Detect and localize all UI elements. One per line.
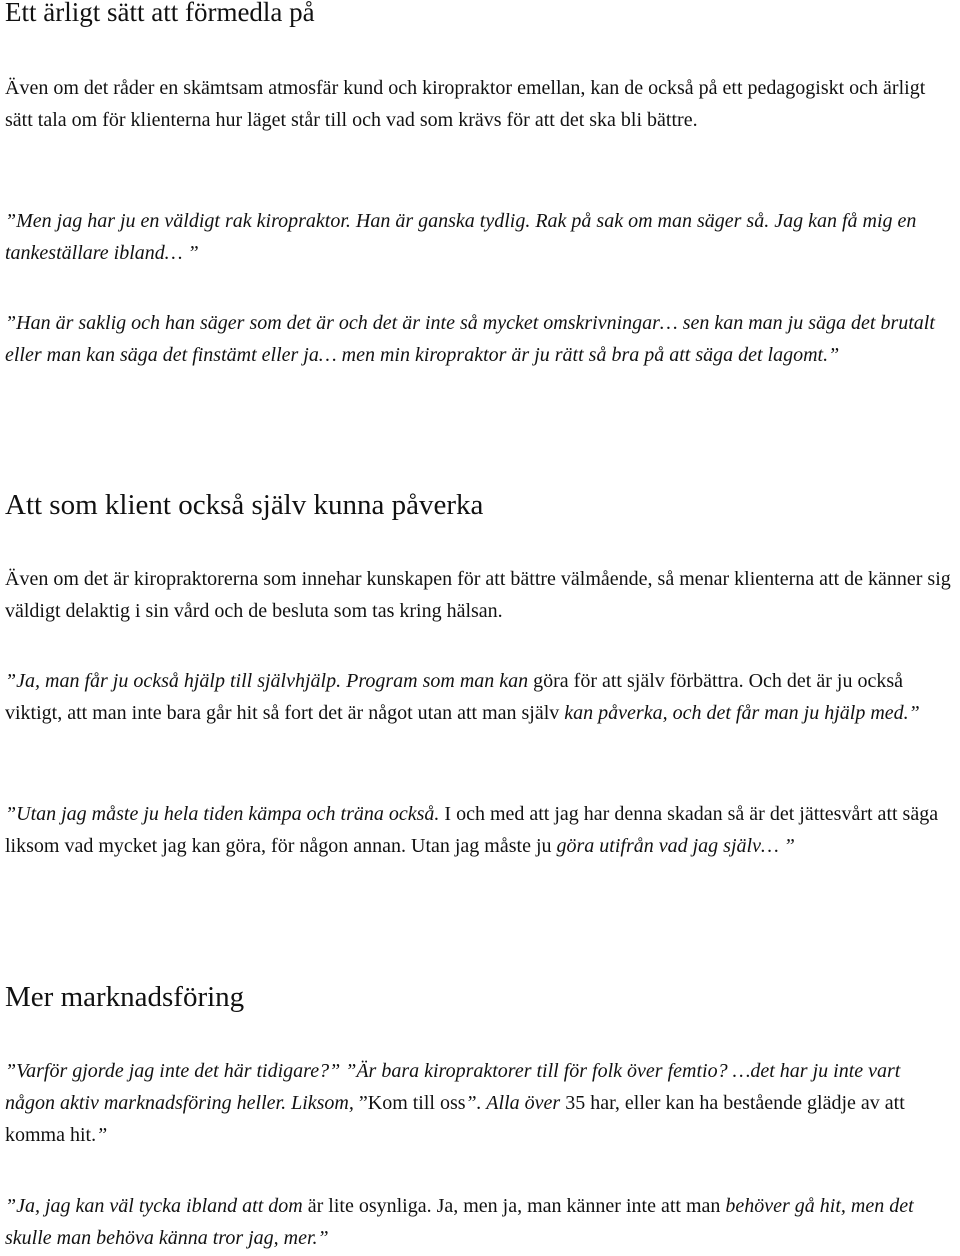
quote-sjalvhjalp (5, 665, 955, 729)
quote-osynliga (5, 1190, 955, 1254)
quote-sjalvhjalp-roman: göra för att själv förbättra. Och det är ju också viktigt, att man inte bara går hit så fort det är något utan att man själv (5, 670, 903, 724)
quote-osynliga-roman: är lite osynliga. Ja, men ja, man känner inte att man (307, 1195, 726, 1217)
quote-tidigare-roman-end: 35 har, eller kan ha bestående glädje av att komma hit. (5, 1092, 905, 1146)
quote-sjalvhjalp-italic-end: kan påverka, och det får man ju hjälp med.” (564, 702, 920, 724)
quote-kampa-italic: ”Utan jag måste ju hela tiden kämpa och träna också. (5, 803, 445, 825)
quote-tidigare-italic-mid: ”. Alla över (465, 1092, 566, 1114)
quote-osynliga-italic-end: behöver gå hit, men det skulle man behöva känna tror jag, mer.” (5, 1195, 914, 1249)
quote-sjalvhjalp-italic: ”Ja, man får ju också hjälp till självhjälp. Program som man kan (5, 670, 534, 692)
quote-tidigare (5, 1055, 955, 1151)
section-heading-paverka: Att som klient också själv kunna påverka (5, 489, 484, 521)
quote-kampa (5, 798, 955, 862)
quote-tidigare-kom: ”Kom till oss (358, 1092, 466, 1114)
quote-osynliga-italic: ”Ja, jag kan väl tycka ibland att dom (5, 1195, 308, 1217)
section-heading-ett-arligt-satt: Ett ärligt sätt att förmedla på (5, 0, 315, 27)
quote-rak-kiropraktor: ”Men jag har ju en väldigt rak kiropraktor. Han är ganska tydlig. Rak på sak om man säger så. Jag kan få mig en tankeställare ibland… ” (5, 210, 917, 264)
section-heading-marknadsforing: Mer marknadsföring (5, 981, 245, 1013)
paragraph-pedagogiskt: Även om det råder en skämtsam atmosfär kund och kiropraktor emellan, kan de också på ett pedagogiskt och ärligt sätt tala om för klienterna hur läget står till och vad som krävs för att det ska bli bättre. (5, 77, 926, 131)
paragraph-delaktig: Även om det är kiropraktorerna som innehar kunskapen för att bättre välmående, så menar klienterna att de känner sig väldigt delaktig i sin vård och de besluta som tas kring hälsan. (5, 568, 951, 622)
quote-tidigare-close: ” (96, 1124, 108, 1146)
quote-kampa-italic-end: göra utifrån vad jag själv… ” (556, 835, 795, 857)
quote-tidigare-italic: ”Varför gjorde jag inte det här tidigare?” ”Är bara kiropraktorer till för folk över femtio? …det har ju inte vart någon aktiv marknadsföring heller. Liksom, (5, 1060, 901, 1114)
quote-kampa-roman: I och med att jag har denna skadan så är det jättesvårt att säga liksom vad mycket jag kan göra, för någon annan. Utan jag måste ju (5, 803, 939, 857)
quote-saklig: ”Han är saklig och han säger som det är och det är inte så mycket omskrivningar… sen kan man ju säga det brutalt eller man kan säga det finstämt eller ja… men min kiropraktor är ju rätt så bra på att säga det lagomt.” (5, 312, 935, 366)
